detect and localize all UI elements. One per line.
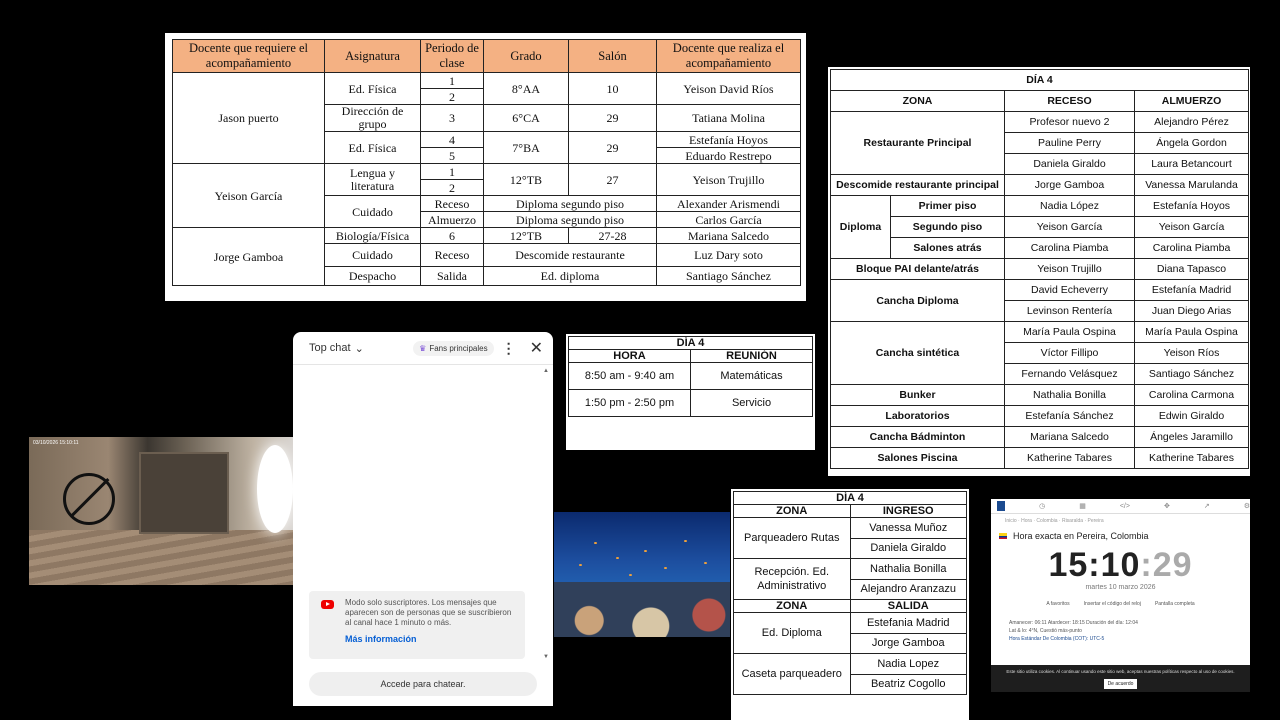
floor xyxy=(29,530,293,585)
camera-timestamp: 03/10/2026 15:10:11 xyxy=(33,440,79,446)
chat-mode-label: Top chat xyxy=(309,342,351,354)
subzone-cell: Primer piso xyxy=(891,196,1005,217)
table-header-row xyxy=(173,40,801,73)
zone-cell: Cancha Bádminton xyxy=(831,427,1005,448)
zone-cell: Caseta parqueadero xyxy=(734,654,851,695)
fish xyxy=(664,567,667,569)
zone-cell: Descomide restaurante principal xyxy=(831,175,1005,196)
teacher-cell: Jorge Gamboa xyxy=(173,228,325,286)
header-cell: ZONA xyxy=(734,505,851,518)
recess-cell: Jorge Gamboa xyxy=(1005,175,1135,196)
fish xyxy=(704,562,707,564)
meeting-cell: Matemáticas xyxy=(691,363,813,390)
close-icon[interactable]: ✕ xyxy=(529,340,543,357)
header-cell: Salón xyxy=(569,40,657,73)
zone-cell: Bloque PAI delante/atrás xyxy=(831,259,1005,280)
colombia-flag-icon xyxy=(999,533,1007,539)
recess-cell: Nathalia Bonilla xyxy=(1005,385,1135,406)
chat-header xyxy=(293,332,553,365)
current-time xyxy=(991,546,1250,585)
scroll-down-icon[interactable]: ▼ xyxy=(543,654,549,660)
place-cell: Ed. diploma xyxy=(484,267,657,286)
room-cell: 10 xyxy=(569,73,657,105)
top-fans-label: Fans principales xyxy=(429,343,488,353)
zone-cell: Salones Piscina xyxy=(831,448,1005,469)
zone-cell: Bunker xyxy=(831,385,1005,406)
companion-cell: Santiago Sánchez xyxy=(657,267,801,286)
nest-box xyxy=(139,452,229,534)
period-cell: Salida xyxy=(421,267,484,286)
site-logo[interactable] xyxy=(997,501,1005,511)
subject-cell: Biología/Física xyxy=(325,228,421,244)
header-cell: HORA xyxy=(569,350,691,363)
lunch-cell: Estefanía Madrid xyxy=(1135,280,1249,301)
lunch-cell: Alejandro Pérez xyxy=(1135,112,1249,133)
recess-cell: Pauline Perry xyxy=(1005,133,1135,154)
period-cell: Almuerzo xyxy=(421,212,484,228)
header-cell: REUNIÓN xyxy=(691,350,813,363)
cookie-banner xyxy=(991,665,1250,692)
teacher-cell: Yeison García xyxy=(173,164,325,228)
room-cell: 27-28 xyxy=(569,228,657,244)
lunch-cell: Yeison Ríos xyxy=(1135,343,1249,364)
table-title: DÍA 4 xyxy=(831,70,1249,91)
companion-cell: Eduardo Restrepo xyxy=(657,148,801,164)
recess-cell: Katherine Tabares xyxy=(1005,448,1135,469)
chat-mode-dropdown[interactable] xyxy=(309,342,364,355)
meeting-table-panel xyxy=(566,334,815,450)
exit-cell: Beatriz Cogollo xyxy=(850,674,967,695)
top-fans-button[interactable] xyxy=(413,341,493,356)
recess-cell: David Echeverry xyxy=(1005,280,1135,301)
favorites-link[interactable]: A favoritos xyxy=(1046,601,1070,607)
lunch-cell: Estefanía Hoyos xyxy=(1135,196,1249,217)
clock-title: Hora exacta en Pereira, Colombia xyxy=(1013,531,1149,541)
room-cell: 27 xyxy=(569,164,657,196)
zone-cell: Recepción. Ed. Administrativo xyxy=(734,559,851,600)
companion-cell: Alexander Arismendi xyxy=(657,196,801,212)
recess-cell: Profesor nuevo 2 xyxy=(1005,112,1135,133)
header-cell: Asignatura xyxy=(325,40,421,73)
period-cell: 3 xyxy=(421,105,484,132)
coral-reef xyxy=(554,582,730,637)
time-hours-minutes: 15:10 xyxy=(1048,546,1141,584)
exit-cell: Nadia Lopez xyxy=(850,654,967,675)
companion-cell: Tatiana Molina xyxy=(657,105,801,132)
header-cell: ZONA xyxy=(831,91,1005,112)
calendar-icon[interactable]: ▦ xyxy=(1079,503,1086,510)
recess-cell: Yeison García xyxy=(1005,217,1135,238)
grade-cell: 12°TB xyxy=(484,164,569,196)
companion-cell: Yeison David Ríos xyxy=(657,73,801,105)
subject-cell: Dirección de grupo xyxy=(325,105,421,132)
lunch-cell: Carolina Carmona xyxy=(1135,385,1249,406)
scroll-up-icon[interactable]: ▲ xyxy=(543,368,549,374)
recess-cell: Levinson Rentería xyxy=(1005,301,1135,322)
header-cell: Grado xyxy=(484,40,569,73)
location-info: Lat & lo: 4°N, Cuestió más-punto xyxy=(1009,628,1082,634)
zone-cell: Cancha sintética xyxy=(831,322,1005,385)
entry-cell: Nathalia Bonilla xyxy=(850,559,967,580)
zones-table xyxy=(830,69,1249,469)
recess-cell: Daniela Giraldo xyxy=(1005,154,1135,175)
zone-cell: Cancha Diploma xyxy=(831,280,1005,322)
zone-cell: Parqueadero Rutas xyxy=(734,518,851,559)
period-cell: Receso xyxy=(421,196,484,212)
zone-cell: Diploma xyxy=(831,196,891,259)
period-cell: 2 xyxy=(421,180,484,196)
zone-cell: Ed. Diploma xyxy=(734,613,851,654)
entry-cell: Alejandro Aranzazu xyxy=(850,579,967,600)
accompaniment-table xyxy=(172,39,801,286)
clock-widget xyxy=(991,499,1250,692)
code-icon[interactable]: </> xyxy=(1119,502,1130,510)
subject-cell: Ed. Física xyxy=(325,73,421,105)
lunch-cell: Katherine Tabares xyxy=(1135,448,1249,469)
lunch-cell: Ángela Gordon xyxy=(1135,133,1249,154)
recess-cell: Fernando Velásquez xyxy=(1005,364,1135,385)
timezone-info: Hora Estándar De Colombia (COT): UTC-5 xyxy=(1009,636,1105,642)
subject-cell: Cuidado xyxy=(325,196,421,228)
fish xyxy=(684,540,687,542)
companion-cell: Luz Dary soto xyxy=(657,244,801,267)
more-info-link[interactable]: Más información xyxy=(345,634,417,644)
header-cell: Docente que requiere el acompañamiento xyxy=(173,40,325,73)
meeting-cell: Servicio xyxy=(691,390,813,417)
recess-cell: María Paula Ospina xyxy=(1005,322,1135,343)
youtube-icon xyxy=(321,600,334,609)
period-cell: 5 xyxy=(421,148,484,164)
header-cell: ALMUERZO xyxy=(1135,91,1249,112)
table-row xyxy=(173,73,801,89)
header-cell: RECESO xyxy=(1005,91,1135,112)
clock-toolbar xyxy=(991,499,1250,514)
entry-cell: Daniela Giraldo xyxy=(850,538,967,559)
period-cell: 1 xyxy=(421,164,484,180)
fish xyxy=(644,550,647,552)
room-cell: 29 xyxy=(569,132,657,164)
chevron-down-icon: ⌄ xyxy=(354,342,364,355)
room-cell: 29 xyxy=(569,105,657,132)
exit-cell: Jorge Gamboa xyxy=(850,633,967,654)
companion-cell: Carlos García xyxy=(657,212,801,228)
time-cell: 1:50 pm - 2:50 pm xyxy=(569,390,691,417)
fish xyxy=(594,542,597,544)
header-cell: Docente que realiza el acompañamiento xyxy=(657,40,801,73)
period-cell: Receso xyxy=(421,244,484,267)
table-row xyxy=(173,164,801,180)
zone-cell: Restaurante Principal xyxy=(831,112,1005,175)
camera-feed xyxy=(29,437,293,585)
table-title: DÍA 4 xyxy=(569,337,813,350)
crown-icon: ♛ xyxy=(419,343,427,353)
period-cell: 4 xyxy=(421,132,484,148)
live-chat-panel xyxy=(293,332,553,706)
fullscreen-link[interactable]: Pantalla completa xyxy=(1154,601,1195,607)
grade-cell: 7°BA xyxy=(484,132,569,164)
entry-exit-table xyxy=(733,491,967,695)
clock-title-row xyxy=(991,524,1250,541)
period-cell: 1 xyxy=(421,73,484,89)
place-cell: Diploma segundo piso xyxy=(484,212,657,228)
recess-cell: Nadia López xyxy=(1005,196,1135,217)
subzone-cell: Segundo piso xyxy=(891,217,1005,238)
meeting-table xyxy=(568,336,813,417)
clock-icon[interactable]: ◷ xyxy=(1039,503,1046,510)
cookie-text: Este sitio utiliza cookies. Al continuar usando este sitio web, aceptas nuestras políticas respecto al uso de cookies. xyxy=(1006,669,1235,674)
time-seconds: :29 xyxy=(1140,546,1193,584)
header-cell: INGRESO xyxy=(850,505,967,518)
cookie-accept-button[interactable]: De acuerdo xyxy=(1104,679,1138,689)
recess-cell: Víctor Fillipo xyxy=(1005,343,1135,364)
aquarium-video xyxy=(554,512,730,637)
fish xyxy=(629,574,632,576)
fish xyxy=(579,564,582,566)
zones-table-panel xyxy=(828,67,1250,476)
sun-info: Amanecer: 06:11 Atardecer: 18:15 Duración del día: 12:04 xyxy=(1009,620,1138,626)
place-cell: Descomide restaurante xyxy=(484,244,657,267)
lunch-cell: María Paula Ospina xyxy=(1135,322,1249,343)
lunch-cell: Edwin Giraldo xyxy=(1135,406,1249,427)
zone-cell: Laboratorios xyxy=(831,406,1005,427)
subject-cell: Lengua y literatura xyxy=(325,164,421,196)
sign-in-to-chat-button[interactable]: Accede para chatear. xyxy=(309,672,537,696)
table-title: DÍA 4 xyxy=(734,492,967,505)
companion-cell: Mariana Salcedo xyxy=(657,228,801,244)
entry-cell: Vanessa Muñoz xyxy=(850,518,967,539)
companion-cell: Estefanía Hoyos xyxy=(657,132,801,148)
grade-cell: 6°CA xyxy=(484,105,569,132)
header-cell: SALIDA xyxy=(850,600,967,613)
time-cell: 8:50 am - 9:40 am xyxy=(569,363,691,390)
grade-cell: 8°AA xyxy=(484,73,569,105)
lunch-cell: Carolina Piamba xyxy=(1135,238,1249,259)
subject-cell: Despacho xyxy=(325,267,421,286)
more-options-icon[interactable]: ⋮ xyxy=(501,339,516,356)
lunch-cell: Laura Betancourt xyxy=(1135,154,1249,175)
subject-cell: Ed. Física xyxy=(325,132,421,164)
lunch-cell: Diana Tapasco xyxy=(1135,259,1249,280)
breadcrumb: Inicio · Hora · Colombia · Risaralda · Pereira xyxy=(1005,518,1104,524)
share-icon[interactable]: ↗ xyxy=(1203,503,1210,510)
entrance-hole xyxy=(257,445,293,533)
current-date: martes 10 marzo 2026 xyxy=(1085,584,1156,591)
header-cell: ZONA xyxy=(734,600,851,613)
notice-text: Modo solo suscriptores. Los mensajes que aparecen son de personas que se suscribieron al canal hace 1 minuto o más. xyxy=(345,598,512,627)
period-cell: 6 xyxy=(421,228,484,244)
gear-icon[interactable]: ⚙ xyxy=(1243,503,1250,510)
recess-cell: Yeison Trujillo xyxy=(1005,259,1135,280)
entry-exit-table-panel xyxy=(731,489,969,720)
lunch-cell: Santiago Sánchez xyxy=(1135,364,1249,385)
lunch-cell: Vanessa Marulanda xyxy=(1135,175,1249,196)
move-icon[interactable]: ✥ xyxy=(1163,503,1170,510)
teacher-cell: Jason puerto xyxy=(173,73,325,164)
recess-cell: Mariana Salcedo xyxy=(1005,427,1135,448)
exit-cell: Estefania Madrid xyxy=(850,613,967,634)
place-cell: Diploma segundo piso xyxy=(484,196,657,212)
accompaniment-table-panel xyxy=(165,33,806,301)
recess-cell: Estefanía Sánchez xyxy=(1005,406,1135,427)
fish xyxy=(616,557,619,559)
grade-cell: 12°TB xyxy=(484,228,569,244)
subscriber-mode-notice xyxy=(309,591,525,659)
subzone-cell: Salones atrás xyxy=(891,238,1005,259)
lunch-cell: Ángeles Jaramillo xyxy=(1135,427,1249,448)
header-cell: Periodo de clase xyxy=(421,40,484,73)
embed-link[interactable]: Insertar el código del reloj xyxy=(1083,601,1141,607)
period-cell: 2 xyxy=(421,89,484,105)
recess-cell: Carolina Piamba xyxy=(1005,238,1135,259)
table-row xyxy=(173,228,801,244)
lunch-cell: Juan Diego Arias xyxy=(1135,301,1249,322)
clock-info xyxy=(991,607,1250,643)
subject-cell: Cuidado xyxy=(325,244,421,267)
companion-cell: Yeison Trujillo xyxy=(657,164,801,196)
no-animal-icon xyxy=(63,473,115,525)
lunch-cell: Yeison García xyxy=(1135,217,1249,238)
